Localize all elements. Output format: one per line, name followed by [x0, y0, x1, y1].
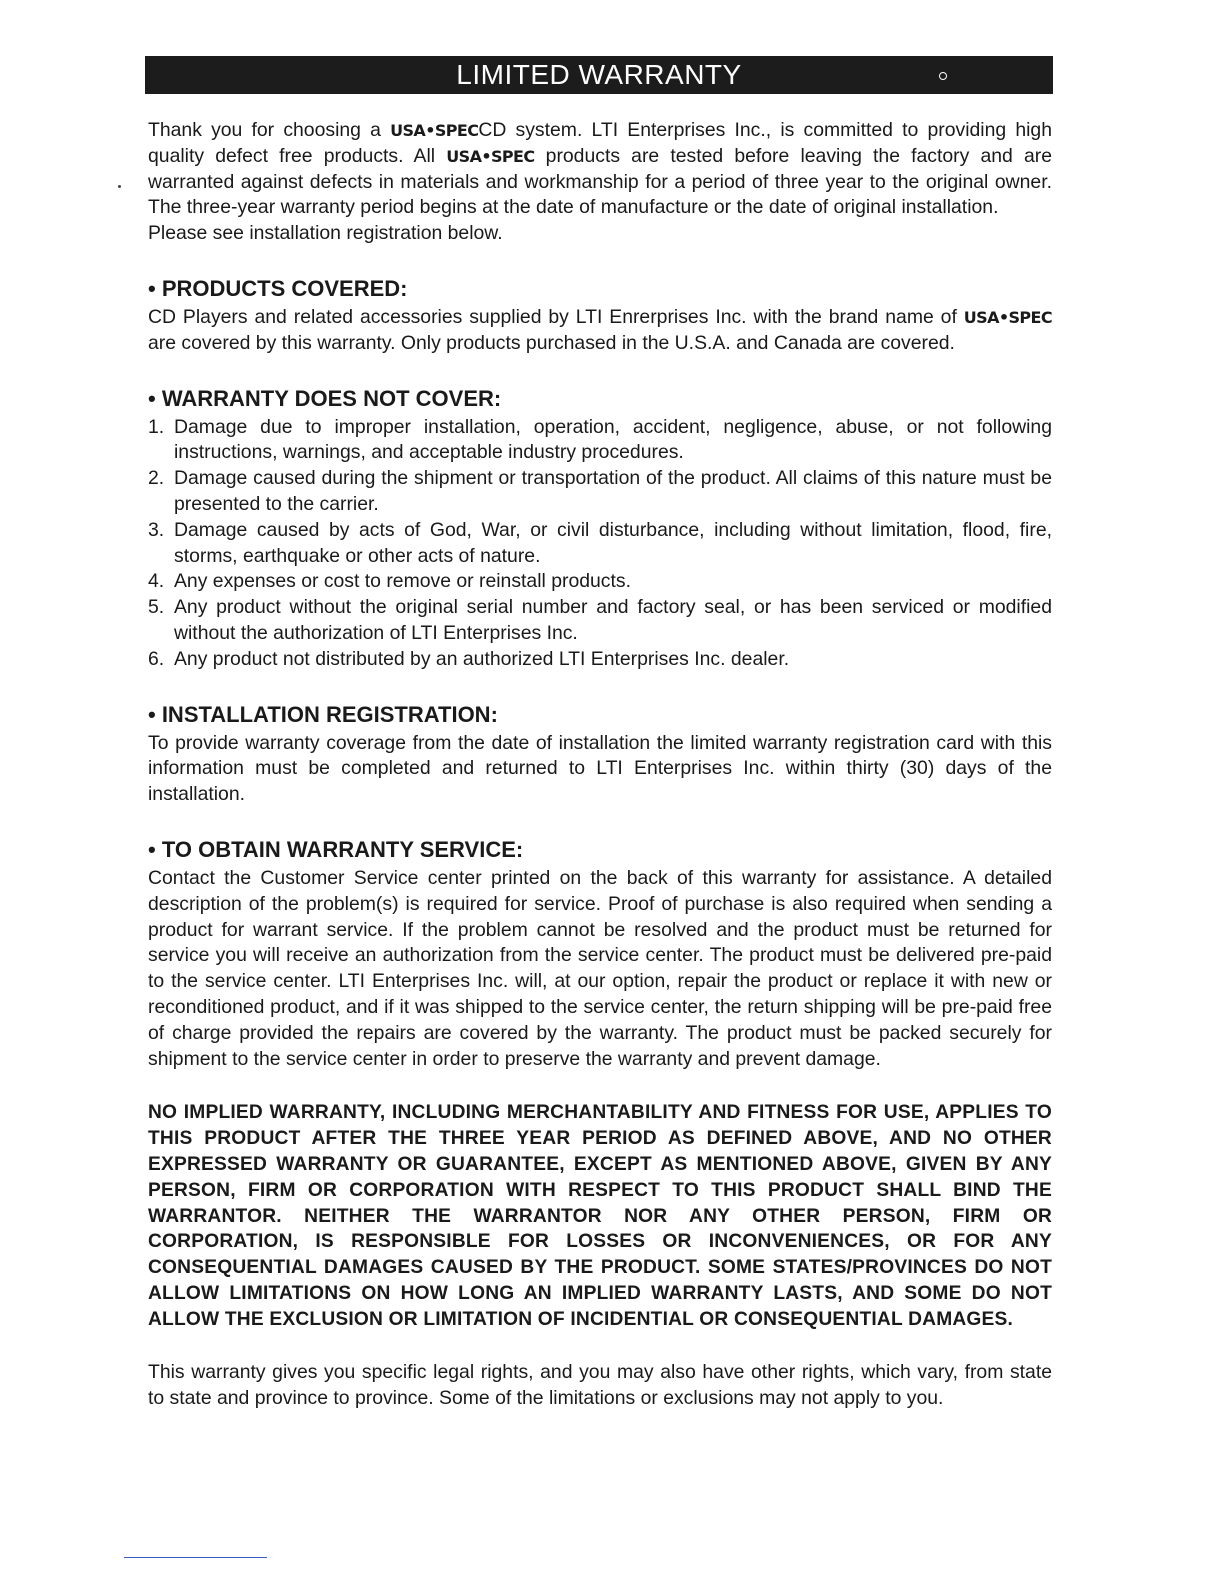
warranty-content [148, 118, 1052, 1412]
small-circle-icon [939, 72, 947, 80]
intro-paragraph: Thank you for choosing a USA•SPECCD system. LTI Enterprises Inc., is committed to providing high quality defect free products. All USA•SPEC products are tested before leaving the factory and are warranted against defects in materials and workmanship for a period of three year to the original owner. The three-year warranty period begins at the date of manufacture or the date of original installation. [148, 119, 1053, 219]
service-paragraph: Contact the Customer Service center printed on the back of this warranty for assistance. A detailed description of the problem(s) is required for service. Proof of purchase is also required when sending a product for warrant service. If the problem cannot be resolved and the product must be returned for service you will receive an authorization from the service center. The product must be delivered pre-paid to the service center. LTI Enterprises Inc. will, at our option, repair the product or replace it with new or reconditioned product, and if it was shipped to the service center, the return shipping will be pre-paid free of charge provided the repairs are covered by the warranty. The product must be packed securely for shipment to the service center in order to preserve the warranty and prevent damage. [148, 866, 1052, 1070]
list-item: 3. Damage caused by acts of God, War, or civil disturbance, including without limitation, flood, fire, storms, earthquake or other acts of nature. [148, 518, 1052, 567]
page-title: LIMITED WARRANTY [456, 59, 742, 90]
list-item: 4. Any expenses or cost to remove or reinstall products. [148, 570, 631, 593]
closing-paragraph: This warranty gives you specific legal rights, and you may also have other rights, which vary, from state to state and province to province. Some of the limitations or exclusions may not apply to you. [148, 1361, 1052, 1410]
brand-logo: USA•SPEC [390, 121, 479, 140]
service-heading: • TO OBTAIN WARRANTY SERVICE: [148, 836, 524, 862]
list-item: 6. Any product not distributed by an authorized LTI Enterprises Inc. dealer. [148, 647, 790, 670]
title-bar [145, 56, 1053, 94]
list-item: 2. Damage caused during the shipment or transportation of the product. All claims of this nature must be presented to the carrier. [148, 467, 1052, 515]
intro-see-below: Please see installation registration below. [148, 222, 503, 245]
brand-logo: USA•SPEC [963, 307, 1052, 327]
brand-logo: USA•SPEC [446, 146, 535, 166]
list-item: 5. Any product without the original serial number and factory seal, or has been serviced or modified without the authorization of LTI Enterprises Inc. [148, 596, 1052, 644]
stray-dot-mark [118, 185, 121, 188]
not-cover-list [148, 415, 1052, 673]
registration-paragraph: To provide warranty coverage from the date of installation the limited warranty registration card with this information must be completed and returned to LTI Enterprises Inc. within thirty (30) days of the installation. [148, 731, 1052, 806]
products-covered-paragraph: CD Players and related accessories supplied by LTI Enrerprises Inc. with the brand name of USA•SPEC are covered by this warranty. Only products purchased in the U.S.A. and Canada are covered. [148, 305, 1052, 354]
disclaimer-paragraph: NO IMPLIED WARRANTY, INCLUDING MERCHANTABILITY AND FITNESS FOR USE, APPLIES TO THIS PRODUCT AFTER THE THREE YEAR PERIOD AS DEFINED ABOVE, AND NO OTHER EXPRESSED WARRANTY OR GUARANTEE, EXCEPT AS MENTIONED ABOVE, GIVEN BY ANY PERSON, FIRM OR CORPORATION WITH RESPECT TO THIS PRODUCT SHALL BIND THE WARRANTOR. NEITHER THE WARRANTOR NOR ANY OTHER PERSON, FIRM OR CORPORATION, IS RESPONSIBLE FOR LOSSES OR INCONVENIENCES, OR FOR ANY CONSEQUENTIAL DAMAGES CAUSED BY THE PRODUCT. SOME STATES/PROVINCES DO NOT ALLOW LIMITATIONS ON HOW LONG AN IMPLIED WARRANTY LASTS, AND SOME DO NOT ALLOW THE EXCLUSION OR LIMITATION OF INCIDENTIAL OR CONSEQUENTIAL DAMAGES. [148, 1102, 1052, 1330]
not-cover-heading: • WARRANTY DOES NOT COVER: [148, 385, 502, 411]
bottom-divider [124, 1557, 267, 1558]
products-covered-heading: • PRODUCTS COVERED: [148, 275, 408, 301]
registration-heading: • INSTALLATION REGISTRATION: [148, 701, 498, 727]
list-item: 1. Damage due to improper installation, operation, accident, negligence, abuse, or not following instructions, warnings, and acceptable industry procedures. [148, 415, 1052, 464]
